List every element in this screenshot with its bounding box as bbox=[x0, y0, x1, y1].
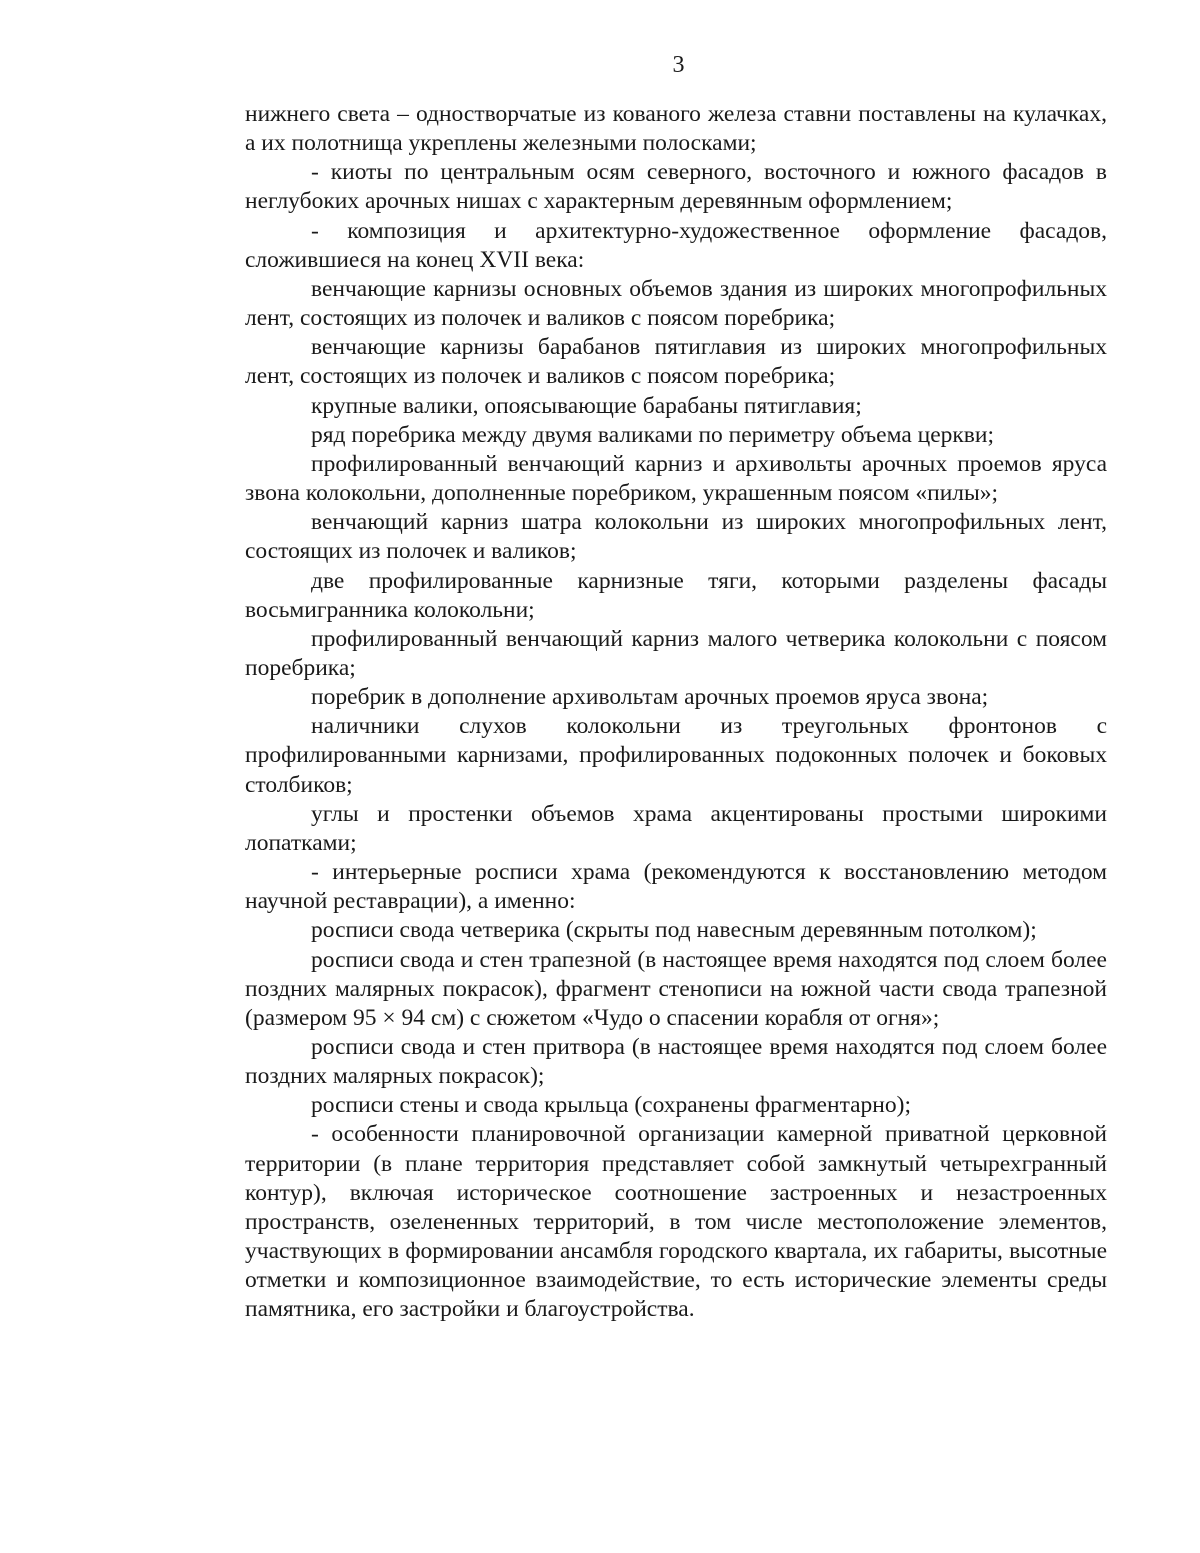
paragraph-facade-composition: - композиция и архитектурно-художественное оформление фасадов, сложившиеся на конец XVII века: bbox=[245, 217, 1107, 273]
paragraph-narthex-paintings: росписи свода и стен притвора (в настоящее время находятся под слоем более поздних малярных покрасок); bbox=[245, 1034, 1107, 1090]
paragraph-quadrangle-vault-paintings: росписи свода четверика (скрыты под навесным деревянным потолком); bbox=[311, 917, 1037, 944]
paragraph-window-shutters: нижнего света – одностворчатые из кованого железа ставни поставлены на кулачках, а их полотнища укреплены железными полосками; bbox=[245, 101, 1107, 157]
page-number: 3 bbox=[672, 52, 685, 78]
paragraph-dogtooth-row: ряд поребрика между двумя валиками по периметру объема церкви; bbox=[311, 421, 995, 448]
document-body bbox=[245, 100, 1107, 1325]
paragraph-porch-paintings: росписи стены и свода крыльца (сохранены фрагментарно); bbox=[311, 1092, 911, 1119]
paragraph-refectory-paintings: росписи свода и стен трапезной (в настоящее время находятся под слоем более поздних малярных покрасок), фрагмент стенописи на южной части свода трапезной (размером 95 × 94 см) с сюжетом «Чудо о спасении корабля от огня»; bbox=[245, 946, 1107, 1031]
paragraph-belfry-cornice: профилированный венчающий карниз и архивольты арочных проемов яруса звона колокольни, дополненные поребриком, украшенным поясом «пилы»; bbox=[245, 450, 1107, 507]
paragraph-small-quadrangle-cornice: профилированный венчающий карниз малого четверика колокольни с поясом поребрика; bbox=[245, 625, 1107, 681]
paragraph-icon-cases: - киоты по центральным осям северного, восточного и южного фасадов в неглубоких арочных нишах с характерным деревянным оформлением; bbox=[245, 159, 1107, 215]
paragraph-main-cornices: венчающие карнизы основных объемов здания из широких многопрофильных лент, состоящих из полочек и валиков с поясом поребрика; bbox=[245, 275, 1107, 332]
paragraph-octagon-belts: две профилированные карнизные тяги, которыми разделены фасады восьмигранника колокольни; bbox=[245, 567, 1107, 623]
paragraph-large-rolls: крупные валики, опоясывающие барабаны пятиглавия; bbox=[311, 392, 862, 419]
paragraph-territory-planning: - особенности планировочной организации камерной приватной церковной территории (в плане территория представляет собой замкнутый четырехгранный контур), включая историческое соотношение застроенных и незастроенных пространств, озелененных территорий, в том числе местоположение элементов, участвующих в формировании ансамбля городского квартала, их габариты, высотные отметки и композиционное взаимодействие, то есть исторические элементы среды памятника, его застройки и благоустройства. bbox=[245, 1121, 1107, 1323]
paragraph-tent-cornice: венчающий карниз шатра колокольни из широких многопрофильных лент, состоящих из полочек и валиков; bbox=[245, 509, 1107, 565]
paragraph-interior-paintings: - интерьерные росписи храма (рекомендуются к восстановлению методом научной реставрации), а именно: bbox=[245, 859, 1107, 915]
paragraph-drum-cornices: венчающие карнизы барабанов пятиглавия из широких многопрофильных лент, состоящих из полочек и валиков с поясом поребрика; bbox=[245, 334, 1107, 390]
paragraph-archivolt-dogtooth: поребрик в дополнение архивольтам арочных проемов яруса звона; bbox=[311, 684, 989, 711]
paragraph-louver-frames: наличники слухов колокольни из треугольных фронтонов с профилированными карнизами, профилированных подоконных полочек и боковых столбиков; bbox=[245, 713, 1107, 798]
paragraph-pilaster-strips: углы и простенки объемов храма акцентированы простыми широкими лопатками; bbox=[245, 800, 1107, 856]
